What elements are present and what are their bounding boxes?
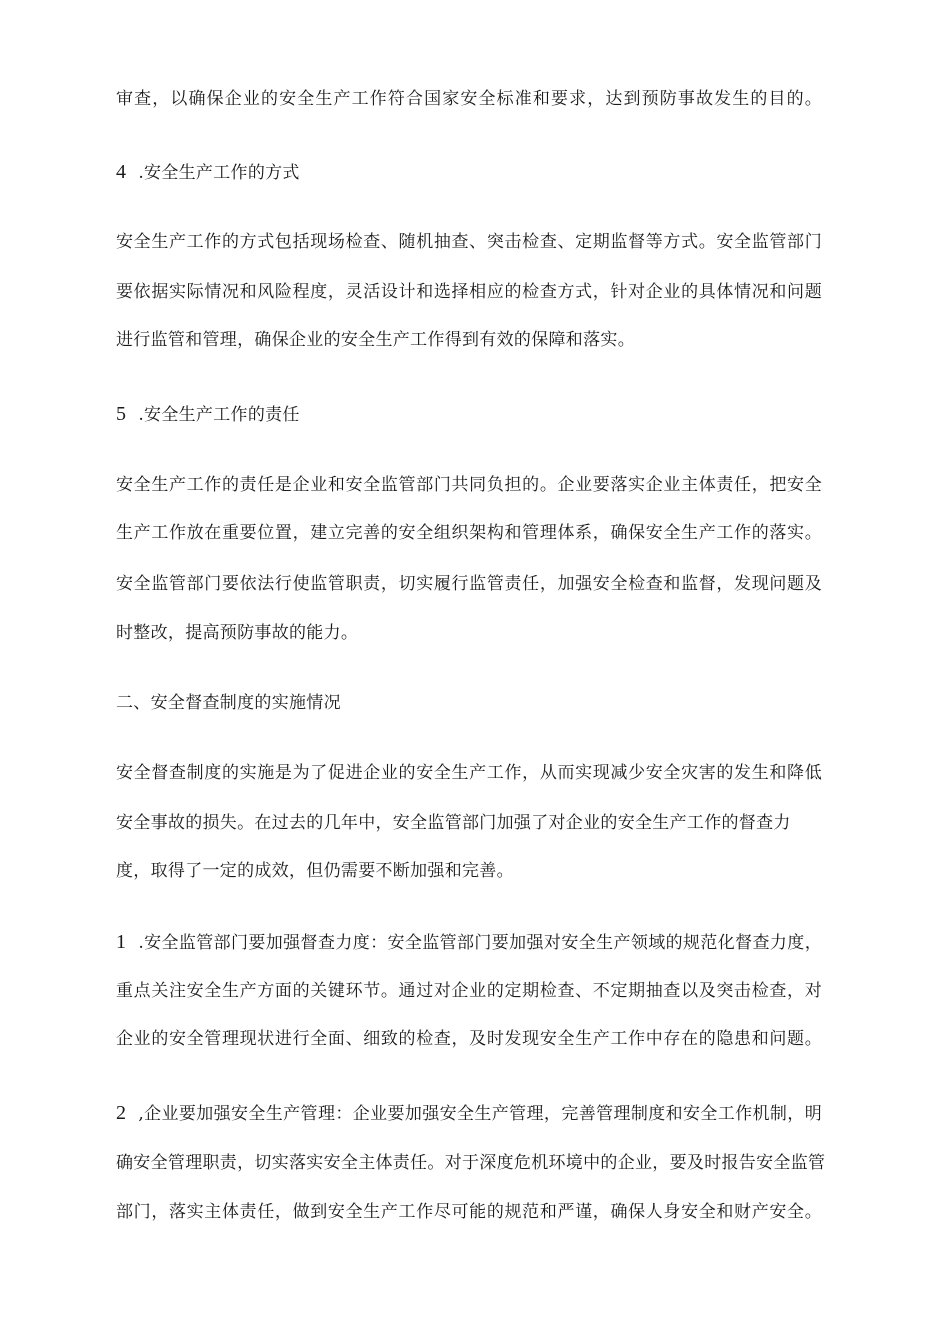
paragraph-s2-line-3: 度，取得了一定的成效，但仍需要不断加强和完善。 bbox=[116, 861, 514, 881]
item-2-number: 2 bbox=[116, 1102, 127, 1124]
heading-5-number: 5 bbox=[116, 403, 127, 425]
item-1-line-3: 企业的安全管理现状进行全面、细致的检查，及时发现安全生产工作中存在的隐患和问题。 bbox=[116, 1029, 822, 1049]
section-2-title: 二、安全督查制度的实施情况 bbox=[116, 693, 341, 713]
paragraph-5-line-2: 生产工作放在重要位置，建立完善的安全组织架构和管理体系，确保安全生产工作的落实。 bbox=[116, 523, 822, 543]
paragraph-5-line-3: 安全监管部门要依法行使监管职责，切实履行监管责任，加强安全检查和监督，发现问题及 bbox=[116, 574, 822, 594]
item-1-line-1 bbox=[116, 931, 822, 954]
item-1-first-text: .安全监管部门要加强督查力度：安全监管部门要加强对安全生产领域的规范化督查力度， bbox=[138, 933, 822, 953]
paragraph-5-line-4: 时整改，提高预防事故的能力。 bbox=[116, 623, 359, 643]
item-2-line-1 bbox=[116, 1102, 822, 1125]
heading-4-number: 4 bbox=[116, 161, 127, 183]
heading-4-text: .安全生产工作的方式 bbox=[138, 163, 300, 183]
item-2-line-2: 确安全管理职责，切实落实安全主体责任。对于深度危机环境中的企业，要及时报告安全监管 bbox=[116, 1153, 826, 1173]
heading-5-text: .安全生产工作的责任 bbox=[138, 405, 300, 425]
heading-4 bbox=[116, 161, 300, 184]
heading-5 bbox=[116, 403, 300, 426]
item-2-first-text: ,企业要加强安全生产管理：企业要加强安全生产管理，完善管理制度和安全工作机制，明 bbox=[138, 1104, 822, 1124]
item-1-number: 1 bbox=[116, 931, 127, 953]
paragraph-s2-line-2: 安全事故的损失。在过去的几年中，安全监管部门加强了对企业的安全生产工作的督查力 bbox=[116, 813, 791, 833]
paragraph-s2-line-1: 安全督查制度的实施是为了促进企业的安全生产工作，从而实现减少安全灾害的发生和降低 bbox=[116, 763, 822, 783]
item-1-line-2: 重点关注安全生产方面的关键环节。通过对企业的定期检查、不定期抽查以及突击检查，对 bbox=[116, 981, 822, 1001]
paragraph-4-line-3: 进行监管和管理，确保企业的安全生产工作得到有效的保障和落实。 bbox=[116, 330, 635, 350]
paragraph-4-line-2: 要依据实际情况和风险程度，灵活设计和选择相应的检查方式，针对企业的具体情况和问题 bbox=[116, 282, 822, 302]
paragraph-intro-tail: 审查，以确保企业的安全生产工作符合国家安全标准和要求，达到预防事故发生的目的。 bbox=[116, 89, 822, 109]
paragraph-5-line-1: 安全生产工作的责任是企业和安全监管部门共同负担的。企业要落实企业主体责任，把安全 bbox=[116, 475, 822, 495]
item-2-line-3: 部门，落实主体责任，做到安全生产工作尽可能的规范和严谨，确保人身安全和财产安全。 bbox=[116, 1202, 822, 1222]
paragraph-4-line-1: 安全生产工作的方式包括现场检查、随机抽查、突击检查、定期监督等方式。安全监管部门 bbox=[116, 232, 822, 252]
